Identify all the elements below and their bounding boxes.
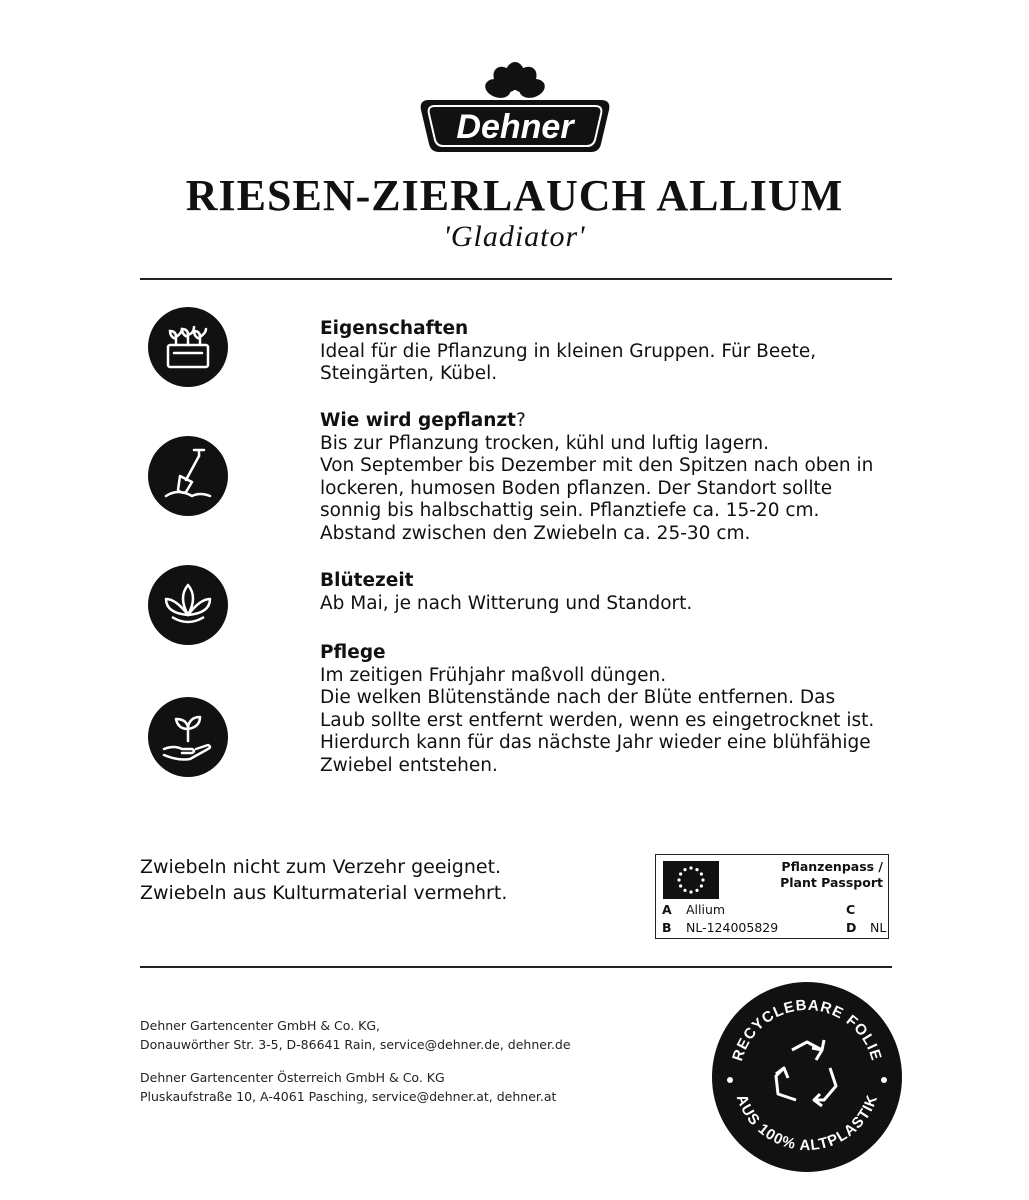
eu-star-icon <box>689 866 692 869</box>
section-line: Ab Mai, je nach Witterung und Standort. <box>320 592 693 614</box>
section-heading-suffix: ? <box>515 410 526 431</box>
note-line: Zwiebeln nicht zum Verzehr geeignet. <box>140 856 502 878</box>
section-line: Ideal für die Pflanzung in kleinen Gruppen. Für Beete, <box>320 340 817 362</box>
eu-star-icon <box>701 878 704 881</box>
eu-star-icon <box>679 884 682 887</box>
plant-box-icon <box>148 307 228 387</box>
footer-line: Pluskaufstraße 10, A-4061 Pasching, service@dehner.at, dehner.at <box>140 1089 557 1104</box>
eu-star-icon <box>700 872 703 875</box>
seal-top-text: RECYCLEBARE FOLIE <box>729 996 885 1064</box>
eu-star-icon <box>677 878 680 881</box>
section-line: Zwiebel entstehen. <box>320 754 498 776</box>
eu-star-icon <box>700 884 703 887</box>
passport-label: A <box>662 902 672 917</box>
divider-bottom <box>140 966 892 968</box>
section-line: Von September bis Dezember mit den Spitzen nach oben in <box>320 455 874 477</box>
section-heading: Blütezeit <box>320 570 414 591</box>
recycle-seal <box>712 982 902 1172</box>
passport-value: Allium <box>686 902 726 917</box>
section-line: Laub sollte erst entfernt werden, wenn es eingetrocknet ist. <box>320 709 875 731</box>
footer-line: Donauwörther Str. 3-5, D-86641 Rain, service@dehner.de, dehner.de <box>140 1037 571 1052</box>
section-line: Steingärten, Kübel. <box>320 363 498 385</box>
section-bluetezeit <box>320 570 880 615</box>
plant-passport <box>655 854 889 939</box>
footer-line: Dehner Gartencenter Österreich GmbH & Co. KG <box>140 1070 445 1085</box>
section-line: Im zeitigen Frühjahr maßvoll düngen. <box>320 664 667 686</box>
lotus-flower-icon <box>148 565 228 645</box>
section-line: Hierdurch kann für das nächste Jahr wieder eine blühfähige <box>320 732 871 754</box>
shovel-icon <box>148 436 228 516</box>
product-variety: 'Gladiator' <box>443 220 586 253</box>
eu-flag-icon <box>663 861 719 899</box>
passport-row-a <box>662 902 884 918</box>
section-heading: Wie wird gepflanzt <box>320 410 516 431</box>
hand-seedling-icon <box>148 697 228 777</box>
section-pflege <box>320 642 880 778</box>
brand-name: Dehner <box>456 108 574 146</box>
eu-star-icon <box>679 872 682 875</box>
section-line: lockeren, humosen Boden pflanzen. Der Standort sollte <box>320 477 833 499</box>
section-eigenschaften <box>320 318 880 386</box>
section-line: Die welken Blütenstände nach der Blüte entfernen. Das <box>320 687 836 709</box>
section-heading: Eigenschaften <box>320 318 469 339</box>
passport-label: D <box>846 920 857 935</box>
section-heading: Pflege <box>320 642 386 663</box>
footer-company-at <box>140 1068 556 1106</box>
footer-line: Dehner Gartencenter GmbH & Co. KG, <box>140 1018 381 1033</box>
eu-star-icon <box>683 889 686 892</box>
passport-value: NL-124005829 <box>686 920 779 935</box>
section-line: Bis zur Pflanzung trocken, kühl und luftig lagern. <box>320 432 770 454</box>
notes <box>140 854 507 906</box>
seal-bottom-text: AUS 100% ALTPLASTIK <box>732 1092 882 1155</box>
passport-value: NL <box>870 920 887 935</box>
eu-star-icon <box>695 889 698 892</box>
dehner-logo <box>415 62 615 162</box>
passport-label: C <box>846 902 856 917</box>
divider-top <box>140 278 892 280</box>
passport-row-b <box>662 920 887 936</box>
passport-label: B <box>662 920 672 935</box>
flower-crown-icon <box>483 62 548 101</box>
footer-company-de <box>140 1016 571 1054</box>
passport-title <box>780 859 883 891</box>
passport-title-line: Pflanzenpass / <box>781 859 883 874</box>
eu-star-icon <box>683 868 686 871</box>
eu-star-icon <box>689 890 692 893</box>
passport-title-line: Plant Passport <box>780 875 883 890</box>
section-line: Abstand zwischen den Zwiebeln ca. 25-30 cm. <box>320 522 751 544</box>
product-title: RIESEN-ZIERLAUCH ALLIUM <box>185 171 844 220</box>
note-line: Zwiebeln aus Kulturmaterial vermehrt. <box>140 882 508 904</box>
eu-star-icon <box>695 868 698 871</box>
section-pflanzung <box>320 410 880 546</box>
section-line: sonnig bis halbschattig sein. Pflanztiefe ca. 15-20 cm. <box>320 500 820 522</box>
